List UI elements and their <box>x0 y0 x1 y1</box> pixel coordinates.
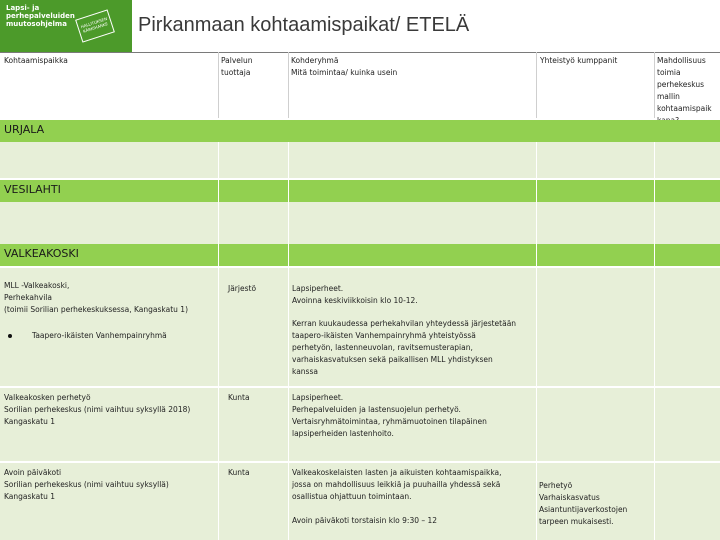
column-divider <box>654 142 655 540</box>
row1-provider: Järjestö <box>228 284 257 293</box>
header-divider <box>218 52 219 118</box>
row2-place: Valkeakosken perhetyö Sorilian perhekeskus (nimi vaihtuu syksyllä 2018) Kangaskatu 1 <box>4 393 191 426</box>
row1-target-details: Kerran kuukaudessa perhekahvilan yhteydessä järjestetään taapero-ikäisten Vanhempainryhmä yhteistyössä perhetyön, lastenneuvolan, ravitsemusterapian, varhaiskasvatuksen sekä paikallisen MLL yhdistyksen kanssa <box>292 319 517 376</box>
page-title: Pirkanmaan kohtaamispaikat/ ETELÄ <box>138 14 470 36</box>
row1-target: Lapsiperheet. Avoinna keskiviikkoisin klo 10-12. <box>292 284 418 305</box>
header-palvelun-tuottaja: Palvelun tuottaja <box>221 56 253 77</box>
column-divider <box>288 142 289 540</box>
header-kohtaamispaikka: Kohtaamispaikka <box>4 56 68 65</box>
row1-bullet-text: Taapero-ikäisten Vanhempainryhmä <box>32 331 167 340</box>
blank-row-urjala <box>0 142 720 178</box>
column-divider <box>536 142 537 540</box>
row-divider <box>0 386 720 388</box>
section-urjala: URJALA <box>0 120 720 142</box>
section-valkeakoski: VALKEAKOSKI <box>0 244 720 266</box>
header-kohderyhma: Kohderyhmä Mitä toimintaa/ kuinka usein <box>291 56 398 77</box>
header-yhteistyokumppanit: Yhteistyö kumppanit <box>540 56 618 65</box>
title-divider <box>0 52 720 53</box>
row3-target: Valkeakoskelaisten lasten ja aikuisten kohtaamispaikka, jossa on mahdollisuus leikkiä ja puuhailla yhdessä sekä osallistua ohjattuun toimintaan. <box>292 468 502 501</box>
header-mahdollisuus: Mahdollisuus toimia perhekeskus mallin kohtaamispaik <box>657 56 712 113</box>
row1-place: MLL -Valkeakoski, Perhekahvila (toimii Sorilian perhekeskuksessa, Kangaskatu 1) <box>4 281 188 314</box>
bullet-icon <box>8 334 12 338</box>
logo-text: Lapsi- ja perhepalveluiden muutosohjelma <box>6 4 75 28</box>
row-divider <box>0 461 720 463</box>
row2-provider: Kunta <box>228 393 250 402</box>
row3-partners: Perhetyö Varhaiskasvatus Asiantuntijaverkostojen tarpeen mukaisesti. <box>539 481 628 526</box>
logo-stamp: HALLITUKSEN KÄRKIHANKE <box>75 9 115 42</box>
section-vesilahti: VESILAHTI <box>0 180 720 202</box>
row2-target: Lapsiperheet. Perhepalveluiden ja lastensuojelun perhetyö. Vertaisryhmätoimintaa, ryhmämuotoinen tilapäinen lapsiperheiden lastenhoito. <box>292 393 487 438</box>
row3-provider: Kunta <box>228 468 250 477</box>
header-divider <box>536 52 537 118</box>
header-divider <box>654 52 655 118</box>
program-logo <box>0 0 132 52</box>
row3-opening-hours: Avoin päiväkoti torstaisin klo 9:30 – 12 <box>292 516 438 525</box>
blank-row-vesilahti <box>0 202 720 244</box>
column-divider <box>218 142 219 540</box>
row3-place: Avoin päiväkoti Sorilian perhekeskus (nimi vaihtuu syksyllä) Kangaskatu 1 <box>4 468 169 501</box>
header-divider <box>288 52 289 118</box>
